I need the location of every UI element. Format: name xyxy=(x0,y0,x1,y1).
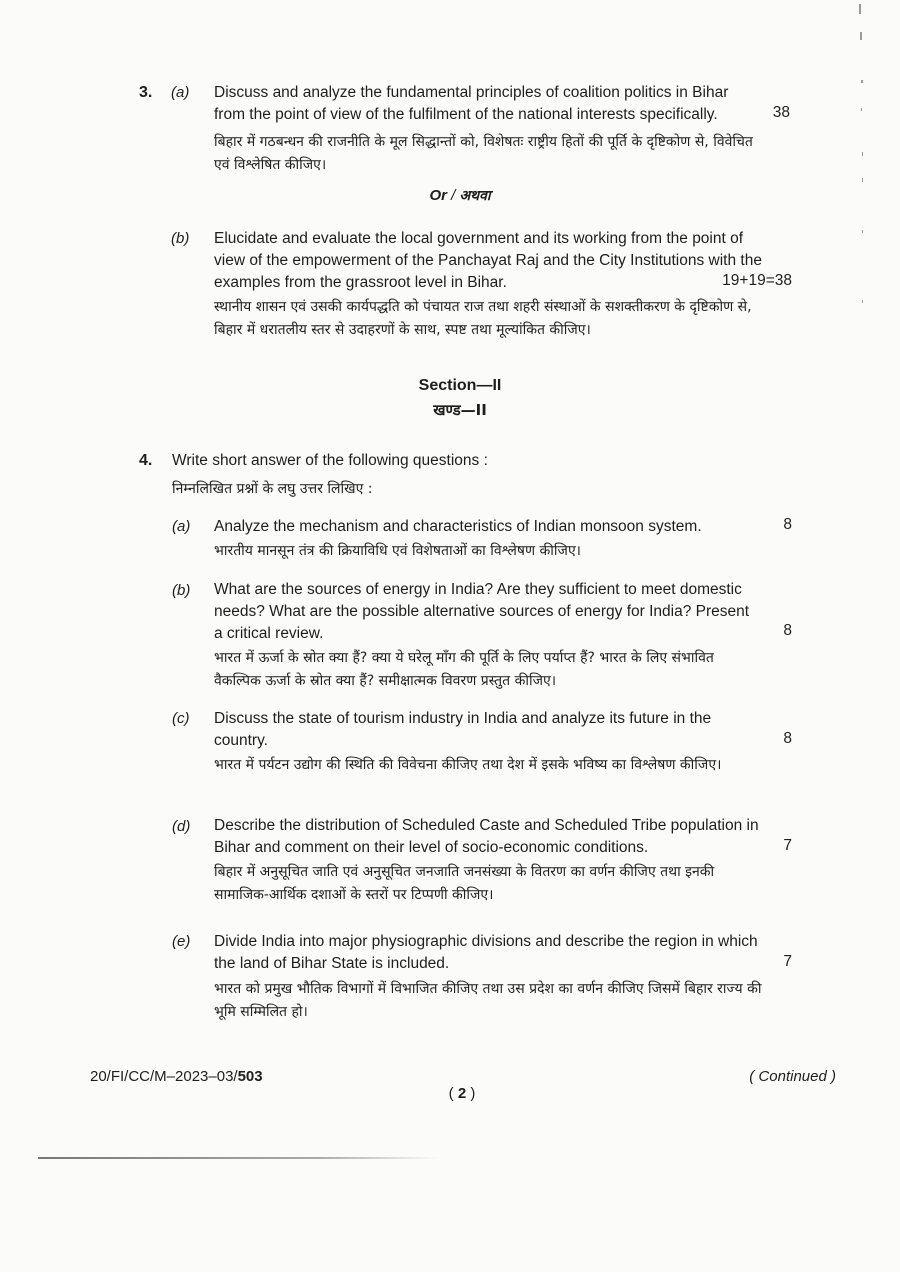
question-4e-english: Divide India into major physiographic divisions and describe the region in which the land of Bihar State is included. xyxy=(214,933,758,972)
question-4e-hindi: भारत को प्रमुख भौतिक विभागों में विभाजित कीजिए तथा उस प्रदेश का वर्णन कीजिए जिसमें बिहार राज्य की भूमि सम्मिलित हो। xyxy=(214,981,762,1020)
question-4c-marks: 8 xyxy=(783,730,792,747)
question-3-number: 3. xyxy=(139,84,153,101)
or-hindi: अथवा xyxy=(459,188,491,204)
page-number-close: ) xyxy=(466,1085,476,1102)
question-4d-english: Describe the distribution of Scheduled Caste and Scheduled Tribe population in Bihar and comment on their level of socio-economic conditions. xyxy=(214,817,759,856)
question-3a-label: (a) xyxy=(171,84,190,101)
paper-code-prefix: 20/FI/CC/M–2023–03/ xyxy=(90,1068,238,1085)
scan-mark xyxy=(860,32,862,40)
question-4a-label: (a) xyxy=(172,518,191,535)
scan-mark xyxy=(861,108,862,111)
question-3b-marks: 19+19=38 xyxy=(722,272,792,289)
question-4d-marks: 7 xyxy=(783,837,792,854)
question-3b-english: Elucidate and evaluate the local government and its working from the point of view of the empowerment of the Panchayat Raj and the City Institutions with the examples from the grassroot level in Bihar. xyxy=(214,230,762,291)
question-4c-hindi: भारत में पर्यटन उद्योग की स्थिति की विवेचना कीजिए तथा देश में इसके भविष्य का विश्लेषण कीजिए। xyxy=(214,757,722,773)
page-number xyxy=(432,1068,475,1119)
question-4c-english: Discuss the state of tourism industry in India and analyze its future in the country. xyxy=(214,710,712,749)
question-3a-hindi: बिहार में गठबन्धन की राजनीति के मूल सिद्धान्तों को, विशेषतः राष्ट्रीय हितों की पूर्ति के दृष्टिकोण से, विवेचित एवं विश्लेषित कीजिए। xyxy=(214,134,753,173)
continued-note: ( Continued ) xyxy=(749,1068,836,1085)
scan-mark xyxy=(861,80,863,83)
paper-code-number: 503 xyxy=(237,1068,263,1085)
or-separator: / xyxy=(446,187,460,204)
question-4-intro-hindi: निम्नलिखित प्रश्नों के लघु उत्तर लिखिए : xyxy=(172,481,373,497)
question-4a-english: Analyze the mechanism and characteristics of Indian monsoon system. xyxy=(214,518,702,535)
question-4b-hindi: भारत में ऊर्जा के स्रोत क्या हैं? क्या ये घरेलू माँग की पूर्ति के लिए पर्याप्त हैं? भारत के लिए संभावित वैकल्पिक ऊर्जा के स्रोत क्या हैं? समीक्षात्मक विवरण प्रस्तुत कीजिए। xyxy=(214,650,714,689)
or-english: Or xyxy=(429,187,447,204)
question-4b-english: What are the sources of energy in India? Are they sufficient to meet domestic needs? What are the possible alternative sources of energy for India? Present a critical review. xyxy=(214,581,750,642)
question-4e-label: (e) xyxy=(172,933,191,950)
question-4a-marks: 8 xyxy=(783,516,792,533)
section-heading-hindi: खण्ड—II xyxy=(433,401,487,419)
scan-mark xyxy=(862,230,863,233)
question-4d-label: (d) xyxy=(172,818,191,835)
section-heading-english: Section—II xyxy=(418,377,502,394)
question-4e-marks: 7 xyxy=(783,953,792,970)
question-4-number: 4. xyxy=(139,452,153,469)
question-3b-label: (b) xyxy=(171,230,190,247)
page-number-value: 2 xyxy=(457,1085,467,1102)
or-divider xyxy=(300,186,620,205)
scan-mark xyxy=(862,152,863,156)
bottom-rule xyxy=(38,1157,438,1159)
scan-mark xyxy=(862,300,863,303)
scan-mark xyxy=(859,4,861,14)
question-4b-label: (b) xyxy=(172,582,191,599)
question-4b-marks: 8 xyxy=(783,622,792,639)
paper-code xyxy=(90,1068,263,1085)
question-4-intro-english: Write short answer of the following questions : xyxy=(172,452,488,469)
question-4d-hindi: बिहार में अनुसूचित जाति एवं अनुसूचित जनजाति जनसंख्या के वितरण का वर्णन कीजिए तथा इनकी सामाजिक-आर्थिक दशाओं के स्तरों पर टिप्पणी कीजिए। xyxy=(214,864,715,903)
question-3b-hindi: स्थानीय शासन एवं उसकी कार्यपद्धति को पंचायत राज तथा शहरी संस्थाओं के सशक्तीकरण के दृष्टिकोण से, बिहार में धरातलीय स्तर से उदाहरणों के साथ, स्पष्ट तथा मूल्यांकित कीजिए। xyxy=(214,299,752,338)
question-3a-marks: 38 xyxy=(772,104,790,121)
question-4c-label: (c) xyxy=(172,710,190,727)
question-4a-hindi: भारतीय मानसून तंत्र की क्रियाविधि एवं विशेषताओं का विश्लेषण कीजिए। xyxy=(214,543,581,559)
page-number-open: ( xyxy=(448,1085,458,1102)
question-3a-english: Discuss and analyze the fundamental principles of coalition politics in Bihar from the point of view of the fulfilment of the national interests specifically. xyxy=(214,84,729,123)
scan-mark xyxy=(862,178,863,182)
